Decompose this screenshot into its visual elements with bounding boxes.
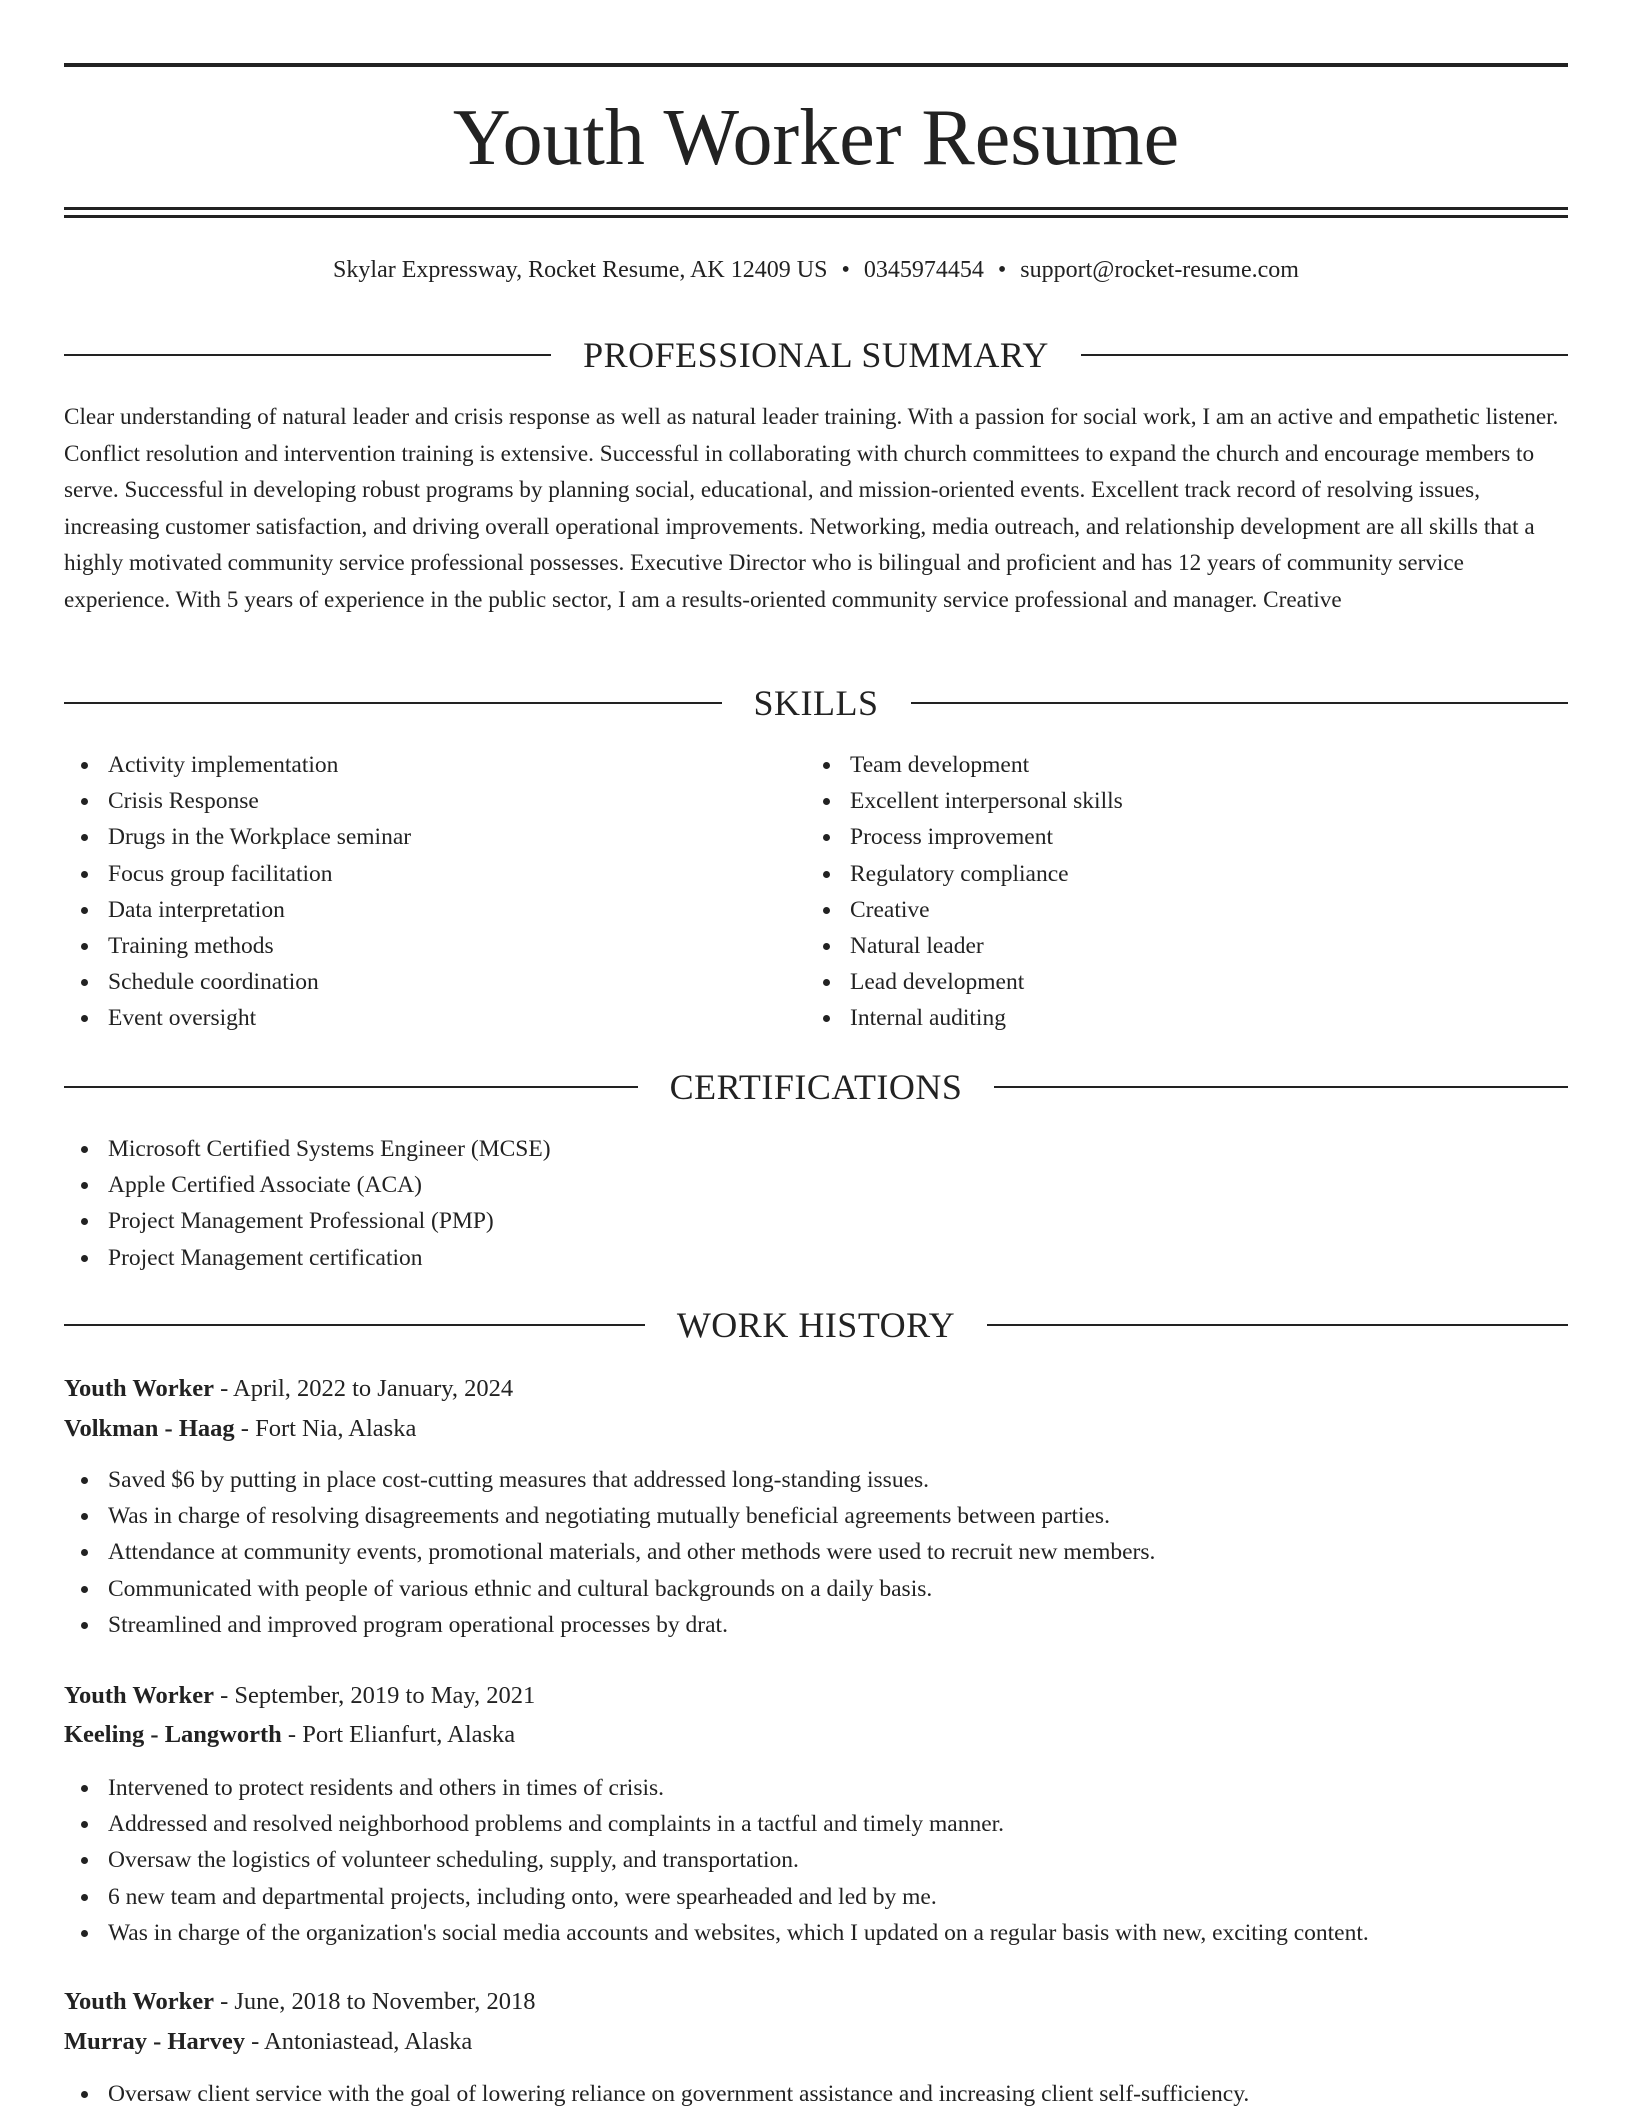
divider-line	[64, 1324, 645, 1326]
job-company-line: Volkman - Haag - Fort Nia, Alaska	[64, 1415, 417, 1442]
job-bullet: Addressed and resolved neighborhood problems and complaints in a tactful and timely manner.	[64, 1806, 1564, 1842]
job-title-line: Youth Worker - September, 2019 to May, 2021	[64, 1682, 536, 1709]
job-company-line: Keeling - Langworth - Port Elianfurt, Alaska	[64, 1721, 516, 1748]
certification-item: Project Management Professional (PMP)	[64, 1203, 1564, 1239]
divider-line	[911, 702, 1569, 704]
job-bullets	[64, 1462, 1564, 1643]
job-dates: April, 2022 to January, 2024	[233, 1375, 514, 1402]
job-location: Port Elianfurt, Alaska	[302, 1721, 516, 1748]
job-company-line: Murray - Harvey - Antoniastead, Alaska	[64, 2028, 473, 2055]
contact-line	[64, 252, 1568, 288]
job-bullet: Was in charge of the organization's social media accounts and websites, which I updated on a regular basis with new, exciting content.	[64, 1915, 1564, 1951]
contact-address: Skylar Expressway, Rocket Resume, AK 12409 US	[333, 257, 828, 283]
divider-line	[994, 1086, 1568, 1088]
job-bullets	[64, 1770, 1564, 1951]
summary-heading	[64, 333, 1568, 377]
divider-line	[1081, 354, 1568, 356]
work-history-heading-text: WORK HISTORY	[676, 1305, 956, 1345]
page-title: Youth Worker Resume	[452, 94, 1180, 182]
header-rule-upper	[64, 207, 1568, 210]
divider-line	[64, 354, 551, 356]
skills-heading	[64, 681, 1568, 725]
header-top-rule	[64, 63, 1568, 67]
contact-separator: •	[841, 257, 850, 283]
skill-item: Training methods	[64, 928, 804, 964]
job-bullet: Saved $6 by putting in place cost-cutting measures that addressed long-standing issues.	[64, 1462, 1564, 1498]
job-title-line: Youth Worker - April, 2022 to January, 2024	[64, 1375, 514, 1402]
divider-line	[64, 702, 722, 704]
skill-item: Data interpretation	[64, 892, 804, 928]
divider-line	[987, 1324, 1568, 1326]
skill-item: Natural leader	[806, 928, 1566, 964]
divider-line	[64, 1086, 638, 1088]
certification-item: Microsoft Certified Systems Engineer (MCSE)	[64, 1131, 1564, 1167]
job-title-line: Youth Worker - June, 2018 to November, 2018	[64, 1988, 536, 2015]
contact-email: support@rocket-resume.com	[1020, 257, 1299, 283]
job-bullet: Oversaw the logistics of volunteer scheduling, supply, and transportation.	[64, 1842, 1564, 1878]
skill-item: Focus group facilitation	[64, 856, 804, 892]
summary-text: Clear understanding of natural leader and crisis response as well as natural leader training. With a passion for social work, I am an active and empathetic listener. Conflict resolution and intervention training is extensive. Successful in collaborating with church committees to expand the church and encourage members to serve. Successful in developing robust programs by planning social, educational, and mission-oriented events. Excellent track record of resolving issues, increasing customer satisfaction, and driving overall operational improvements. Networking, media outreach, and relationship development are all skills that a highly motivated community service professional possesses. Executive Director who is bilingual and proficient and has 12 years of community service experience. With 5 years of experience in the public sector, I am a results-oriented community service professional and manager. Creative	[64, 404, 1559, 613]
job-dates: June, 2018 to November, 2018	[234, 1988, 536, 2015]
job-bullet: Attendance at community events, promotional materials, and other methods were used to recruit new members.	[64, 1534, 1564, 1570]
skill-item: Schedule coordination	[64, 964, 804, 1000]
skill-item: Crisis Response	[64, 783, 804, 819]
skill-item: Activity implementation	[64, 747, 804, 783]
job-title: Youth Worker	[64, 1375, 214, 1402]
job-bullet: 6 new team and departmental projects, including onto, were spearheaded and led by me.	[64, 1879, 1564, 1915]
skills-list-left	[64, 747, 804, 1037]
certifications-heading-text: CERTIFICATIONS	[669, 1067, 963, 1107]
job-bullet: Was in charge of resolving disagreements and negotiating mutually beneficial agreements between parties.	[64, 1498, 1564, 1534]
job-location: Antoniastead, Alaska	[264, 2028, 473, 2055]
skill-item: Internal auditing	[806, 1000, 1566, 1036]
certifications-heading	[64, 1065, 1568, 1109]
job-bullets	[64, 2076, 1564, 2112]
job-company: Volkman - Haag	[64, 1415, 235, 1442]
job-bullet: Communicated with people of various ethnic and cultural backgrounds on a daily basis.	[64, 1571, 1564, 1607]
job-location: Fort Nia, Alaska	[255, 1415, 417, 1442]
skill-item: Excellent interpersonal skills	[806, 783, 1566, 819]
job-bullet: Streamlined and improved program operational processes by drat.	[64, 1607, 1564, 1643]
job-title: Youth Worker	[64, 1682, 214, 1709]
skill-item: Regulatory compliance	[806, 856, 1566, 892]
job-bullet: Intervened to protect residents and others in times of crisis.	[64, 1770, 1564, 1806]
skill-item: Event oversight	[64, 1000, 804, 1036]
skills-heading-text: SKILLS	[753, 683, 879, 723]
job-company: Keeling - Langworth	[64, 1721, 282, 1748]
contact-phone: 0345974454	[863, 257, 984, 283]
certifications-list	[64, 1131, 1564, 1276]
certification-item: Project Management certification	[64, 1240, 1564, 1276]
contact-separator: •	[997, 257, 1007, 283]
skill-item: Drugs in the Workplace seminar	[64, 819, 804, 855]
job-title: Youth Worker	[64, 1988, 214, 2015]
skill-item: Process improvement	[806, 819, 1566, 855]
work-history-heading	[64, 1303, 1568, 1347]
summary-heading-text: PROFESSIONAL SUMMARY	[583, 335, 1049, 375]
skill-item: Team development	[806, 747, 1566, 783]
certification-item: Apple Certified Associate (ACA)	[64, 1167, 1564, 1203]
skill-item: Creative	[806, 892, 1566, 928]
job-company: Murray - Harvey	[64, 2028, 245, 2055]
job-bullet: Oversaw client service with the goal of lowering reliance on government assistance and increasing client self-sufficiency.	[64, 2076, 1564, 2112]
skills-list-right	[806, 747, 1566, 1037]
skill-item: Lead development	[806, 964, 1566, 1000]
header-rule-lower	[64, 215, 1568, 218]
job-dates: September, 2019 to May, 2021	[234, 1682, 536, 1709]
